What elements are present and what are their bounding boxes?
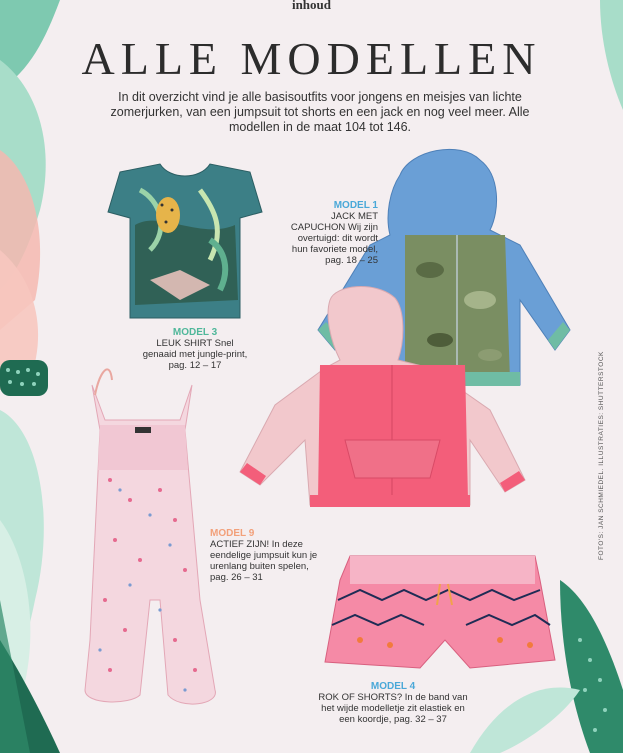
model-1-text: JACK MET CAPUCHON Wij zijn overtuigd: dit wordt hun favoriete model, pag. 18 – 25 (290, 211, 378, 266)
model-9-label: MODEL 9 (210, 528, 255, 539)
model-1-label: MODEL 1 (333, 200, 378, 211)
floral-jumpsuit (85, 369, 215, 704)
model-4-label: MODEL 4 (370, 681, 416, 692)
model-4-caption (318, 681, 468, 725)
photo-credit: FOTO'S: JAN SCHMIEDEL. ILLUSTRATIES: SHUTTERSTOCK (598, 351, 605, 560)
left-leaf-decoration (0, 0, 60, 753)
model-1-caption (283, 200, 378, 266)
model-4-text: ROK OF SHORTS? In de band van het wijde modelletje zit elastiek en een koordje, pag. 32 – 37 (318, 692, 468, 725)
patterned-shorts (325, 556, 555, 668)
model-9-caption (210, 528, 320, 583)
model-9-text: ACTIEF ZIJN! In deze eendelige jumpsuit kun je urenlang buiten spelen, pag. 26 – 31 (210, 539, 318, 583)
page-title: ALLE MODELLEN (81, 33, 542, 84)
section-label: inhoud (291, 0, 332, 12)
model-3-label: MODEL 3 (172, 327, 218, 338)
model-3-text: LEUK SHIRT Snel genaaid met jungle-print, pag. 12 – 17 (142, 338, 248, 371)
model-3-caption (140, 327, 250, 371)
jungle-print-shirt (108, 164, 262, 318)
intro-paragraph: In dit overzicht vind je alle basisoutfits voor jongens en meisjes van lichte zomerjurken, van een jumpsuit tot shorts en een jack en nog veel meer. Alle modellen in de maat 104 tot 146. (110, 90, 530, 134)
